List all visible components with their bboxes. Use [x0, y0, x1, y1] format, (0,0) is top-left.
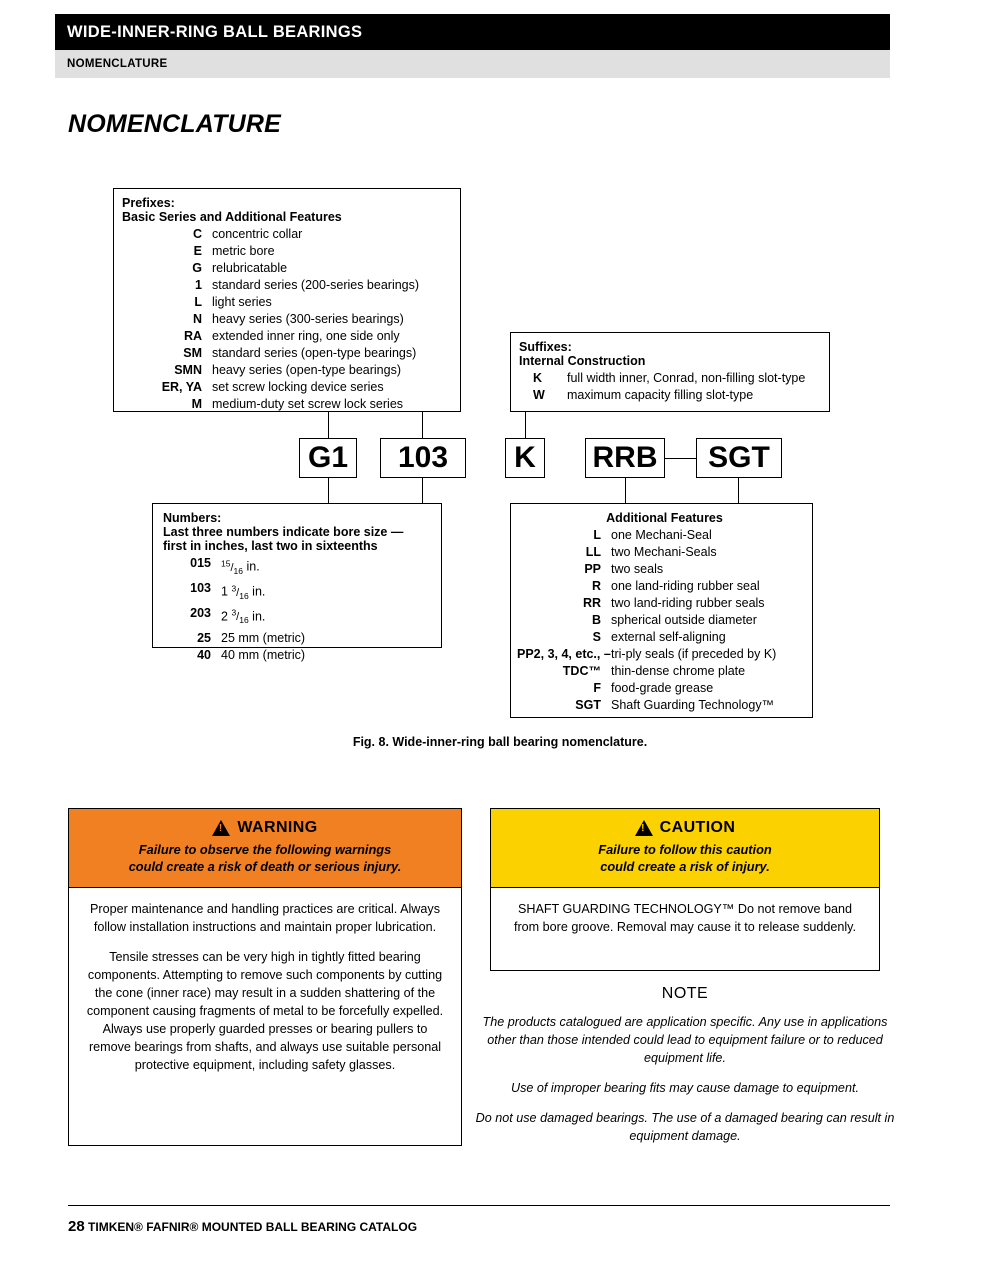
prefix-code: RA [183, 329, 202, 343]
number-row [163, 630, 441, 647]
feature-desc: thin-dense chrome plate [611, 664, 746, 678]
prefix-desc: standard series (200-series bearings) [212, 278, 420, 292]
prefixes-box [113, 188, 461, 412]
number-desc: 1 $^3/_{16}$ in. [221, 582, 266, 601]
page-title: WIDE-INNER-RING BALL BEARINGS [67, 22, 363, 41]
suffix-desc: full width inner, Conrad, non-filling slot-type [567, 371, 806, 385]
prefixes-title: Prefixes: [122, 196, 175, 210]
warning-triangle-icon [635, 820, 653, 836]
connector-line [525, 412, 526, 438]
caution-header [491, 809, 879, 888]
feature-row [517, 595, 812, 612]
prefix-desc: set screw locking device series [212, 380, 384, 394]
suffix-row [519, 387, 829, 404]
caution-title-row [635, 819, 736, 837]
prefix-desc: standard series (open-type bearings) [212, 346, 417, 360]
feature-row [517, 629, 812, 646]
prefix-row [122, 345, 460, 362]
warning-body [69, 888, 461, 1086]
warning-subtitle-1: Failure to observe the following warnings [138, 842, 392, 857]
connector-line [328, 412, 329, 438]
suffix-code: W [533, 388, 545, 402]
warning-title-row [212, 819, 317, 837]
numbers-subtitle-2: first in inches, last two in sixteenths [163, 539, 378, 553]
feature-row [517, 646, 812, 663]
number-code: 203 [190, 605, 211, 620]
note-paragraph: The products catalogued are application specific. Any use in applications other than those intended could lead to equipment failure or to reduced equipment life. [482, 1015, 888, 1065]
feature-code: L [593, 528, 601, 542]
feature-code: TDC™ [562, 664, 601, 678]
warning-header [69, 809, 461, 888]
feature-code: SGT [575, 698, 601, 712]
prefix-code: 1 [195, 278, 202, 292]
prefix-code: M [191, 397, 202, 411]
feature-desc: one land-riding rubber seal [611, 579, 760, 593]
number-code: 015 [190, 556, 211, 570]
footer-divider [68, 1205, 890, 1206]
code-block-prefix: G1 [299, 438, 357, 478]
feature-code: S [592, 630, 601, 644]
code-block-features: RRB [585, 438, 665, 478]
figure-caption: Fig. 8. Wide-inner-ring ball bearing nomenclature. [352, 735, 648, 749]
feature-code: F [593, 681, 601, 695]
warning-subtitle-2: could create a risk of death or serious injury. [128, 859, 402, 874]
prefix-code: E [193, 244, 202, 258]
feature-desc: two land-riding rubber seals [611, 596, 765, 610]
feature-code: LL [585, 545, 601, 559]
caution-box [490, 808, 880, 971]
feature-row [517, 680, 812, 697]
number-row [163, 605, 441, 630]
page-number: 28 [68, 1218, 85, 1235]
connector-line [665, 458, 696, 459]
prefix-row [122, 362, 460, 379]
prefix-code: L [194, 295, 202, 309]
connector-line [625, 478, 626, 503]
prefix-code: SM [183, 346, 202, 360]
feature-code: R [591, 579, 601, 593]
code-block-number: 103 [380, 438, 466, 478]
prefix-desc: extended inner ring, one side only [212, 329, 400, 343]
connector-line [422, 412, 423, 438]
footer-text: TIMKEN® FAFNIR® MOUNTED BALL BEARING CATALOG [88, 1220, 418, 1234]
feature-desc: tri-ply seals (if preceded by K) [611, 647, 777, 661]
code-block-internal: K [505, 438, 545, 478]
warning-label: WARNING [237, 819, 318, 836]
prefix-desc: relubricatable [212, 261, 288, 275]
prefix-row [122, 311, 460, 328]
note-title: NOTE [661, 985, 709, 1002]
feature-code: PP2, 3, 4, etc., – [517, 647, 611, 661]
number-row [163, 647, 441, 664]
feature-code: PP [584, 562, 601, 576]
feature-row [517, 561, 812, 578]
caution-label: CAUTION [659, 819, 736, 836]
prefix-desc: heavy series (open-type bearings) [212, 363, 401, 377]
additional-features-title: Additional Features [606, 511, 723, 525]
prefix-row [122, 243, 460, 260]
feature-row [517, 578, 812, 595]
feature-row [517, 527, 812, 544]
additional-features-box [510, 503, 813, 718]
warning-paragraph: Tensile stresses can be very high in tightly fitted bearing components. Attempting to remove such components by cutting the cone (inner race) may result in a sudden shattering of the component causing fragments of metal to be forcefully expelled. Always use properly guarded presses or bearing pullers to remove bearings from shafts, and always use suitable personal protective equipment, including safety glasses. [86, 950, 444, 1072]
connector-line [738, 478, 739, 503]
connector-line [328, 478, 329, 503]
code-block-extra: SGT [696, 438, 782, 478]
feature-desc: two seals [611, 562, 664, 576]
warning-paragraph: Proper maintenance and handling practices are critical. Always follow installation instructions and maintain proper lubrication. [89, 902, 440, 934]
prefix-desc: metric bore [212, 244, 275, 258]
page-subtitle: NOMENCLATURE [67, 58, 168, 70]
feature-desc: two Mechani-Seals [611, 545, 717, 559]
prefix-row [122, 379, 460, 396]
feature-row [517, 663, 812, 680]
prefix-desc: light series [212, 295, 272, 309]
number-desc: 25 mm (metric) [221, 630, 306, 645]
feature-code: B [591, 613, 601, 627]
suffixes-subtitle: Internal Construction [519, 354, 646, 368]
warning-triangle-icon [212, 820, 230, 836]
prefix-code: SMN [174, 363, 202, 377]
prefix-row [122, 294, 460, 311]
suffix-desc: maximum capacity filling slot-type [567, 388, 754, 402]
warning-box [68, 808, 462, 1146]
prefix-code: ER, YA [161, 380, 202, 394]
prefix-row [122, 226, 460, 243]
prefix-code: N [192, 312, 202, 326]
numbers-title: Numbers: [163, 511, 222, 525]
feature-code: RR [582, 596, 601, 610]
page-header [55, 14, 890, 50]
note-paragraph: Do not use damaged bearings. The use of a damaged bearing can result in equipment damage. [475, 1111, 895, 1143]
feature-row [517, 697, 812, 714]
feature-desc: food-grade grease [611, 681, 714, 695]
number-code: 25 [197, 630, 211, 645]
number-desc: 2 $^3/_{16}$ in. [221, 607, 266, 626]
prefix-code: C [192, 227, 202, 241]
suffixes-box [510, 332, 830, 412]
number-desc: $^{15}/_{16}$ in. [221, 558, 260, 576]
feature-desc: one Mechani-Seal [611, 528, 712, 542]
prefixes-subtitle: Basic Series and Additional Features [122, 210, 342, 224]
note-paragraph: Use of improper bearing fits may cause damage to equipment. [511, 1081, 859, 1095]
prefix-row [122, 260, 460, 277]
feature-desc: Shaft Guarding Technology™ [611, 698, 775, 712]
suffix-code: K [533, 371, 543, 385]
number-code: 40 [197, 647, 211, 662]
feature-row [517, 544, 812, 561]
prefix-row [122, 396, 460, 413]
page-subheader [55, 50, 890, 78]
numbers-subtitle-1: Last three numbers indicate bore size — [163, 525, 404, 539]
section-title: NOMENCLATURE [68, 110, 282, 138]
suffix-row [519, 370, 829, 387]
feature-desc: spherical outside diameter [611, 613, 757, 627]
note-block [470, 985, 900, 1157]
caution-subtitle-1: Failure to follow this caution [598, 842, 772, 857]
prefix-row [122, 277, 460, 294]
prefix-row [122, 328, 460, 345]
feature-desc: external self-aligning [611, 630, 726, 644]
footer [68, 1218, 417, 1235]
feature-row [517, 612, 812, 629]
number-row [163, 580, 441, 605]
number-code: 103 [190, 580, 211, 595]
caution-paragraph: SHAFT GUARDING TECHNOLOGY™ Do not remove band from bore groove. Removal may cause it to release suddenly. [513, 902, 857, 934]
connector-line [422, 478, 423, 503]
prefix-desc: heavy series (300-series bearings) [212, 312, 404, 326]
suffixes-title: Suffixes: [519, 340, 572, 354]
prefix-desc: concentric collar [212, 227, 303, 241]
prefix-code: G [192, 261, 202, 275]
caution-body [491, 888, 879, 948]
numbers-box [152, 503, 442, 662]
number-row [163, 555, 441, 580]
caution-subtitle-2: could create a risk of injury. [600, 859, 770, 874]
prefix-desc: medium-duty set screw lock series [212, 397, 404, 411]
number-desc: 40 mm (metric) [221, 647, 306, 662]
